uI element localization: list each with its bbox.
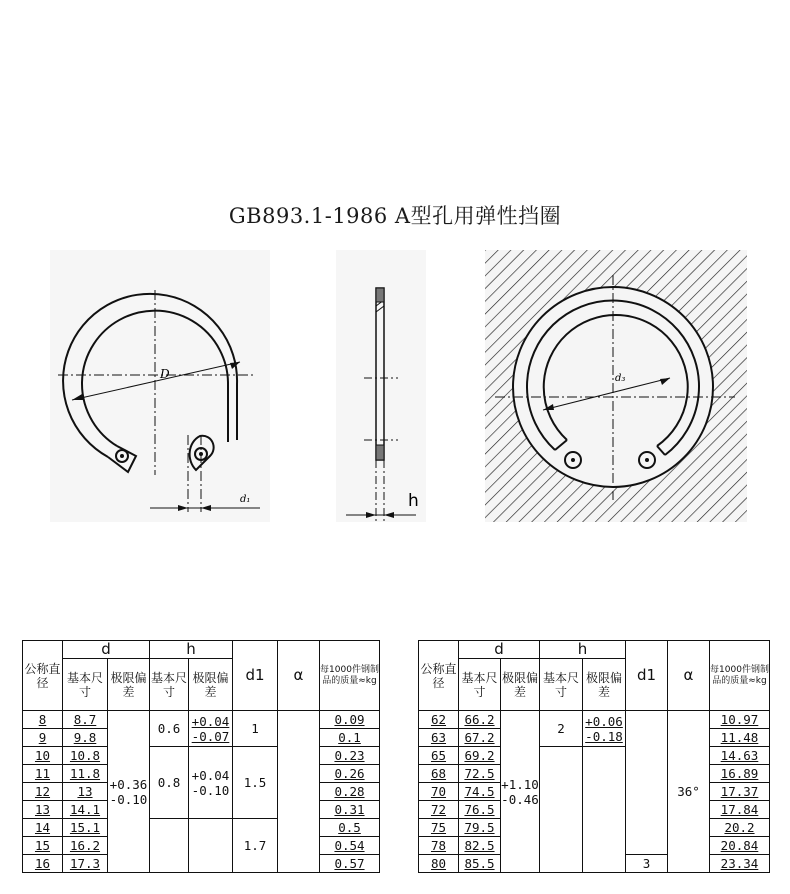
table-cell	[626, 711, 668, 855]
table-cell: 11.8	[63, 765, 108, 783]
table-cell: 10	[23, 747, 63, 765]
header-alpha: α	[278, 641, 320, 711]
header-d-basic: 基本尺寸	[63, 659, 108, 711]
table-cell: 11	[23, 765, 63, 783]
table-cell: 36°	[668, 711, 710, 873]
table-cell: 79.5	[459, 819, 501, 837]
header-nominal: 公称直径	[419, 641, 459, 711]
table-cell: 3	[626, 855, 668, 873]
table-cell: 13	[23, 801, 63, 819]
table-cell: 0.5	[320, 819, 380, 837]
table-cell: 68	[419, 765, 459, 783]
circlip-side-view	[336, 250, 426, 522]
header-d: d	[63, 641, 150, 659]
table-cell	[189, 819, 233, 873]
spec-table-left	[22, 640, 380, 873]
table-cell: +0.36 -0.10	[108, 711, 150, 873]
table-cell: 0.23	[320, 747, 380, 765]
table-cell: 0.31	[320, 801, 380, 819]
header-h-tol: 极限偏差	[583, 659, 626, 711]
table-cell: 20.84	[710, 837, 770, 855]
table-cell: 1.5	[233, 747, 278, 819]
table-cell: 9	[23, 729, 63, 747]
table-cell: +0.06 -0.18	[583, 711, 626, 747]
table-cell: 23.34	[710, 855, 770, 873]
table-cell: 10.8	[63, 747, 108, 765]
table-cell: 85.5	[459, 855, 501, 873]
spec-table-right	[418, 640, 770, 873]
circlip-installed-view	[485, 250, 747, 522]
header-d-tol: 极限偏差	[501, 659, 540, 711]
header-nominal: 公称直径	[23, 641, 63, 711]
table-cell: 74.5	[459, 783, 501, 801]
header-d-tol: 极限偏差	[108, 659, 150, 711]
table-cell: 9.8	[63, 729, 108, 747]
header-d1: d1	[626, 641, 668, 711]
table-cell: 17.37	[710, 783, 770, 801]
table-cell: 17.84	[710, 801, 770, 819]
table-cell: 15.1	[63, 819, 108, 837]
label-D: D	[160, 367, 170, 381]
label-d3: d₃	[615, 373, 626, 384]
table-cell: 67.2	[459, 729, 501, 747]
table-cell: 62	[419, 711, 459, 729]
table-cell: 0.54	[320, 837, 380, 855]
table-cell: 12	[23, 783, 63, 801]
table-cell: 10.97	[710, 711, 770, 729]
header-d: d	[459, 641, 540, 659]
table-cell: 76.5	[459, 801, 501, 819]
table-cell: 17.3	[63, 855, 108, 873]
table-cell: 0.57	[320, 855, 380, 873]
table-cell: 8	[23, 711, 63, 729]
table-cell: 72	[419, 801, 459, 819]
table-cell	[150, 819, 189, 873]
label-h: h	[408, 491, 419, 511]
table-cell: 2	[540, 711, 583, 747]
table-cell: 0.6	[150, 711, 189, 747]
header-h-basic: 基本尺寸	[150, 659, 189, 711]
header-mass: 每1000件钢制品的质量≈kg	[320, 641, 380, 711]
table-cell: 65	[419, 747, 459, 765]
table-cell: 72.5	[459, 765, 501, 783]
table-cell	[278, 711, 320, 873]
table-cell: 0.09	[320, 711, 380, 729]
table-cell: 75	[419, 819, 459, 837]
table-cell: 20.2	[710, 819, 770, 837]
table-cell	[540, 747, 583, 873]
header-alpha: α	[668, 641, 710, 711]
header-h-tol: 极限偏差	[189, 659, 233, 711]
table-cell: +0.04 -0.07	[189, 711, 233, 747]
table-cell: 80	[419, 855, 459, 873]
table-cell: 11.48	[710, 729, 770, 747]
table-cell: +1.10 -0.46	[501, 711, 540, 873]
table-cell: 0.26	[320, 765, 380, 783]
table-cell: 69.2	[459, 747, 501, 765]
header-d1: d1	[233, 641, 278, 711]
header-h-basic: 基本尺寸	[540, 659, 583, 711]
table-cell: 0.28	[320, 783, 380, 801]
table-cell: 1.7	[233, 819, 278, 873]
table-cell	[583, 747, 626, 873]
table-cell: 16.2	[63, 837, 108, 855]
label-d1: d₁	[240, 494, 251, 505]
circlip-front-view	[50, 250, 270, 522]
table-cell: 66.2	[459, 711, 501, 729]
table-cell: 14.1	[63, 801, 108, 819]
table-cell: 16	[23, 855, 63, 873]
table-cell: 78	[419, 837, 459, 855]
table-cell: 8.7	[63, 711, 108, 729]
table-cell: 0.8	[150, 747, 189, 819]
header-h: h	[150, 641, 233, 659]
table-cell: 82.5	[459, 837, 501, 855]
table-cell: 13	[63, 783, 108, 801]
table-cell: 16.89	[710, 765, 770, 783]
table-cell: 14	[23, 819, 63, 837]
table-cell: 70	[419, 783, 459, 801]
header-d-basic: 基本尺寸	[459, 659, 501, 711]
table-cell: 14.63	[710, 747, 770, 765]
table-cell: 0.1	[320, 729, 380, 747]
page-title: GB893.1-1986 A型孔用弹性挡圈	[228, 204, 562, 228]
table-cell: 1	[233, 711, 278, 747]
header-mass: 每1000件钢制品的质量≈kg	[710, 641, 770, 711]
table-cell: +0.04 -0.10	[189, 747, 233, 819]
table-cell: 15	[23, 837, 63, 855]
header-h: h	[540, 641, 626, 659]
table-cell: 63	[419, 729, 459, 747]
